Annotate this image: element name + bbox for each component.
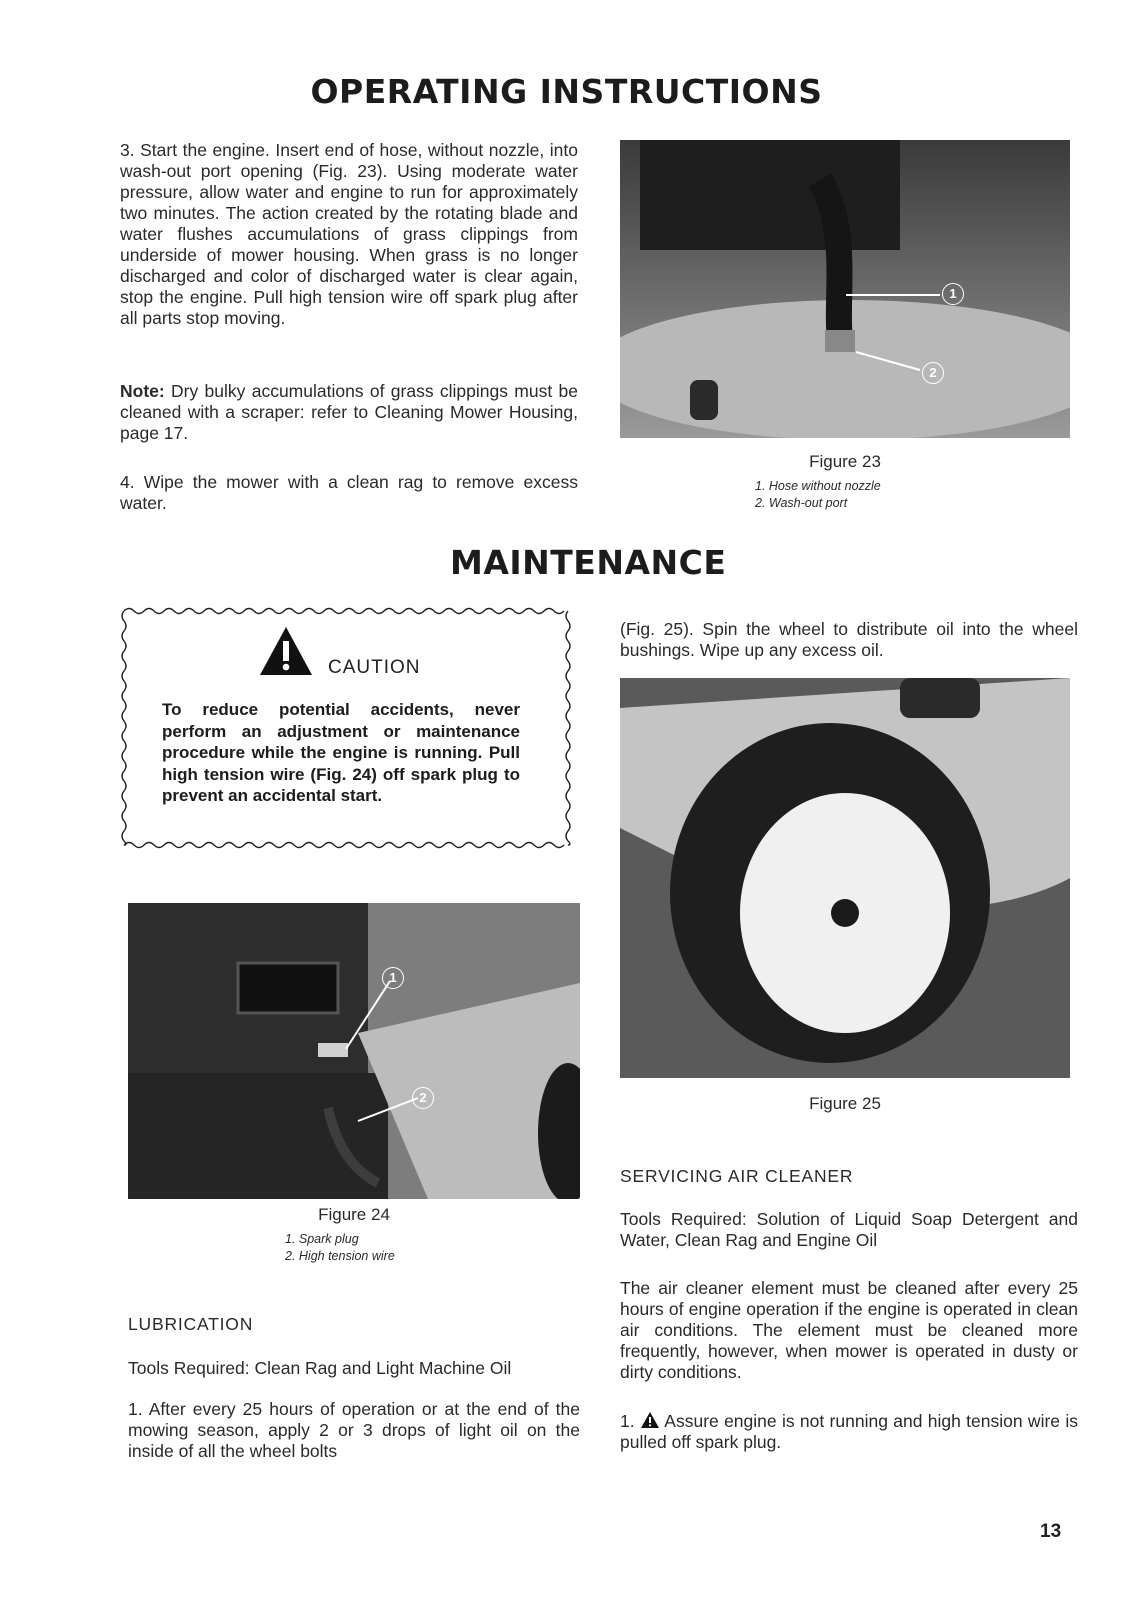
lubrication-continued: (Fig. 25). Spin the wheel to distribute oil into the wheel bushings. Wipe up any excess oil. <box>620 619 1078 660</box>
step-4-text: 4. Wipe the mower with a clean rag to remove excess water. <box>120 472 578 513</box>
spark-plug-illustration <box>128 903 580 1199</box>
air-cleaner-step-1 <box>620 1411 1078 1453</box>
callout-1: 1 <box>382 967 404 989</box>
step-text: Assure engine is not running and high tension wire is pulled off spark plug. <box>620 1411 1078 1452</box>
figure-23-photo <box>620 140 1070 438</box>
warning-triangle-icon <box>640 1411 660 1429</box>
air-cleaner-heading: SERVICING AIR CLEANER <box>620 1166 854 1186</box>
air-cleaner-paragraph: The air cleaner element must be cleaned after every 25 hours of engine operation if the engine is operated in clean air conditions. The element must be cleaned more frequently, however, when mower is operated in dusty or dirty conditions. <box>620 1278 1078 1382</box>
figure-25-photo <box>620 678 1070 1078</box>
note-label: Note: <box>120 381 165 401</box>
figure-24-caption: Figure 24 <box>318 1205 390 1224</box>
legend-item: 2. Wash-out port <box>755 496 848 510</box>
legend-item: 1. Hose without nozzle <box>755 479 881 493</box>
mower-hose-illustration <box>620 140 1070 438</box>
figure-23-caption: Figure 23 <box>809 452 881 471</box>
page-title: OPERATING INSTRUCTIONS <box>310 72 823 111</box>
figure-23-legend <box>755 478 1055 512</box>
legend-item: 2. High tension wire <box>285 1249 395 1263</box>
caution-box <box>120 605 572 851</box>
lubrication-step-1: 1. After every 25 hours of operation or at the end of the mowing season, apply 2 or 3 drops of light oil on the inside of all the wheel bolts <box>128 1399 580 1461</box>
step-3-text: 3. Start the engine. Insert end of hose, without nozzle, into wash-out port opening (Fig. 23). Using moderate water pressure, allow water and engine to run for approximately two minutes. The action created by the rotating blade and water flushes accumulations of grass clippings from underside of mower housing. When grass is no longer discharged and color of discharged water is clear again, stop the engine. Pull high tension wire off spark plug after all parts stop moving. <box>120 140 578 328</box>
callout-1: 1 <box>942 283 964 305</box>
figure-24-photo <box>128 903 580 1199</box>
lubrication-heading: LUBRICATION <box>128 1314 254 1334</box>
figure-25-caption: Figure 25 <box>809 1094 881 1113</box>
note-paragraph <box>120 381 578 444</box>
wheel-illustration <box>620 678 1070 1078</box>
page-number: 13 <box>1040 1521 1062 1542</box>
warning-triangle-icon <box>258 625 314 677</box>
section-title: MAINTENANCE <box>450 543 727 582</box>
note-text: Dry bulky accumulations of grass clippings must be cleaned with a scraper: refer to Cleaning Mower Housing, page 17. <box>120 381 578 443</box>
callout-2: 2 <box>922 362 944 384</box>
lubrication-tools: Tools Required: Clean Rag and Light Machine Oil <box>128 1358 512 1378</box>
legend-item: 1. Spark plug <box>285 1232 359 1246</box>
caution-label: CAUTION <box>328 657 421 678</box>
step-number: 1. <box>620 1411 635 1431</box>
caution-text: To reduce potential accidents, never perform an adjustment or maintenance procedure while the engine is running. Pull high tension wire (Fig. 24) off spark plug to prevent an accidental start. <box>162 700 520 805</box>
callout-2: 2 <box>412 1087 434 1109</box>
air-cleaner-tools: Tools Required: Solution of Liquid Soap Detergent and Water, Clean Rag and Engine Oil <box>620 1209 1078 1250</box>
figure-24-legend <box>285 1231 535 1265</box>
